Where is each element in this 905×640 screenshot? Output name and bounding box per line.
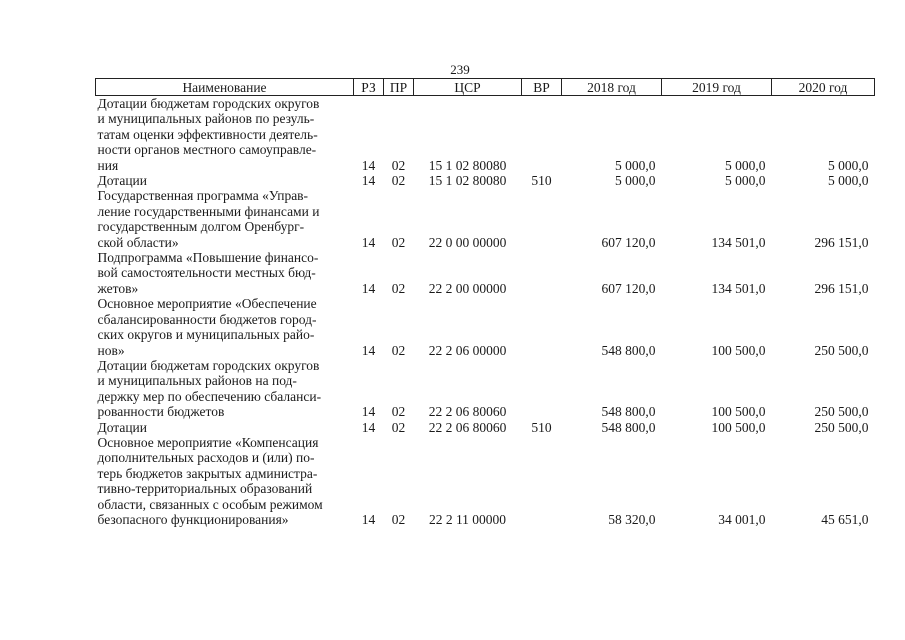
cell-pr: 02 [391, 157, 406, 173]
cell-y2020: 5 000,0 [828, 173, 869, 189]
header-rz: РЗ [354, 79, 384, 96]
page-number: 239 [450, 62, 470, 77]
table-body [96, 96, 875, 528]
cell-pr: 02 [391, 419, 406, 435]
cell-vr [522, 358, 562, 420]
cell-rz: 14 [361, 173, 376, 189]
cell-csr: 15 1 02 80080 [428, 173, 507, 189]
cell-vr [522, 296, 562, 358]
cell-y2018: 58 320,0 [608, 511, 656, 527]
cell-pr: 02 [391, 342, 406, 358]
cell-y2018: 548 800,0 [601, 419, 656, 435]
row-name-line: области, связанных с особым режимом [97, 496, 323, 512]
row-name-line: вой самостоятельности местных бюд- [97, 265, 316, 281]
cell-csr: 22 2 00 00000 [428, 280, 507, 296]
table-row [96, 435, 875, 527]
row-name-line: тивно-территориальных образований [97, 481, 313, 497]
table-row [96, 296, 875, 358]
table-row [96, 358, 875, 420]
cell-rz: 14 [361, 404, 376, 420]
cell-vr: 510 [531, 173, 552, 189]
row-name [96, 188, 354, 250]
cell-csr: 22 2 06 00000 [428, 342, 507, 358]
table-row [96, 250, 875, 296]
cell-y2018: 607 120,0 [601, 234, 656, 250]
row-name-line: ских округов и муниципальных райо- [97, 327, 315, 343]
cell-rz: 14 [361, 280, 376, 296]
row-name [96, 96, 354, 174]
cell-y2020: 250 500,0 [814, 419, 869, 435]
row-name-line: Дотации [97, 419, 148, 435]
cell-y2018: 5 000,0 [615, 173, 656, 189]
cell-pr: 02 [391, 173, 406, 189]
row-name-line: ния [97, 157, 119, 173]
cell-vr: 510 [531, 419, 552, 435]
cell-y2018: 607 120,0 [601, 280, 656, 296]
cell-y2020: 250 500,0 [814, 404, 869, 420]
row-name-line: ности органов местного самоуправле- [97, 142, 317, 158]
row-name-line: жетов» [97, 280, 139, 296]
cell-y2019: 100 500,0 [711, 419, 766, 435]
row-name-line: ской области» [97, 234, 179, 250]
row-name-line: Подпрограмма «Повышение финансо- [97, 250, 319, 266]
cell-y2019: 100 500,0 [711, 342, 766, 358]
cell-y2020: 296 151,0 [814, 280, 869, 296]
row-name [96, 358, 354, 420]
row-name-line: безопасного функционирования» [97, 511, 289, 527]
row-name-line: Дотации бюджетам городских округов [97, 357, 320, 373]
cell-y2019: 134 501,0 [711, 280, 766, 296]
row-name-line: и муниципальных районов на под- [97, 373, 297, 389]
cell-rz: 14 [361, 157, 376, 173]
cell-csr: 22 2 11 00000 [428, 511, 507, 527]
cell-rz: 14 [361, 342, 376, 358]
cell-csr: 22 2 06 80060 [428, 419, 507, 435]
header-pr: ПР [384, 79, 414, 96]
row-name-line: государственным долгом Оренбург- [97, 219, 305, 235]
header-2019: 2019 год [662, 79, 772, 96]
table-row [96, 420, 875, 435]
header-vr: ВР [522, 79, 562, 96]
cell-rz: 14 [361, 511, 376, 527]
cell-vr [522, 435, 562, 527]
cell-y2019: 134 501,0 [711, 234, 766, 250]
row-name-line: терь бюджетов закрытых администра- [97, 465, 318, 481]
row-name [96, 250, 354, 296]
row-name [96, 420, 354, 435]
row-name-line: нов» [97, 342, 125, 358]
header-csr: ЦСР [414, 79, 522, 96]
row-name-line: татам оценки эффективности деятель- [97, 126, 318, 142]
table-row [96, 188, 875, 250]
cell-csr: 22 0 00 00000 [428, 234, 507, 250]
cell-pr: 02 [391, 234, 406, 250]
cell-y2020: 5 000,0 [828, 157, 869, 173]
cell-rz: 14 [361, 419, 376, 435]
row-name-line: Дотации [97, 173, 148, 189]
cell-y2019: 100 500,0 [711, 404, 766, 420]
cell-y2018: 5 000,0 [615, 157, 656, 173]
row-name-line: ление государственными финансами и [97, 203, 320, 219]
cell-pr: 02 [391, 511, 406, 527]
cell-y2018: 548 800,0 [601, 404, 656, 420]
row-name-line: дополнительных расходов и (или) по- [97, 450, 315, 466]
cell-y2020: 250 500,0 [814, 342, 869, 358]
cell-pr: 02 [391, 404, 406, 420]
row-name-line: рованности бюджетов [97, 404, 225, 420]
cell-y2020: 45 651,0 [821, 511, 869, 527]
header-2018: 2018 год [562, 79, 662, 96]
cell-pr: 02 [391, 280, 406, 296]
row-name [96, 173, 354, 188]
row-name-line: Государственная программа «Управ- [97, 188, 309, 204]
header-name: Наименование [96, 79, 354, 96]
cell-y2020: 296 151,0 [814, 234, 869, 250]
cell-y2019: 5 000,0 [725, 157, 766, 173]
table-row [96, 173, 875, 188]
row-name-line: Дотации бюджетам городских округов [97, 96, 320, 111]
cell-csr: 15 1 02 80080 [428, 157, 507, 173]
header-2020: 2020 год [772, 79, 875, 96]
cell-vr [522, 250, 562, 296]
row-name-line: сбалансированности бюджетов город- [97, 311, 317, 327]
cell-y2019: 34 001,0 [718, 511, 766, 527]
row-name [96, 296, 354, 358]
cell-vr [522, 188, 562, 250]
cell-vr [522, 96, 562, 174]
row-name [96, 435, 354, 527]
cell-rz: 14 [361, 234, 376, 250]
row-name-line: и муниципальных районов по резуль- [97, 111, 315, 127]
cell-y2019: 5 000,0 [725, 173, 766, 189]
budget-table [95, 78, 875, 527]
table-row [96, 96, 875, 174]
table-header [96, 79, 875, 96]
row-name-line: Основное мероприятие «Обеспечение [97, 296, 317, 312]
cell-csr: 22 2 06 80060 [428, 404, 507, 420]
row-name-line: держку мер по обеспечению сбаланси- [97, 388, 322, 404]
row-name-line: Основное мероприятие «Компенсация [97, 434, 319, 450]
cell-y2018: 548 800,0 [601, 342, 656, 358]
